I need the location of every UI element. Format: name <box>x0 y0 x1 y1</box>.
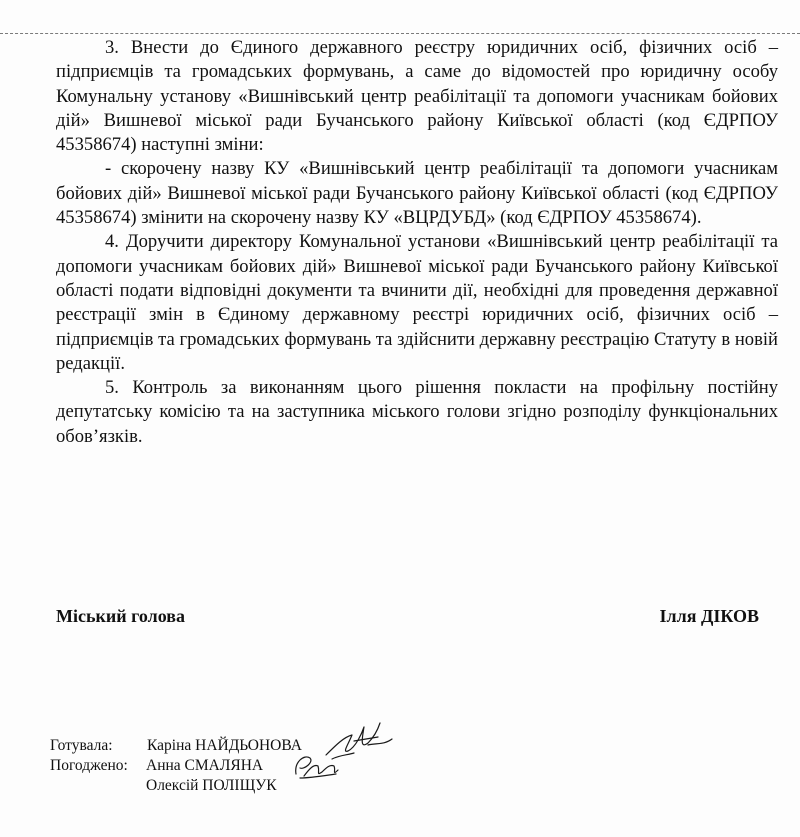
prepared-label: Готувала: <box>50 737 113 754</box>
top-dashed-rule <box>0 33 800 34</box>
paragraph-3-subitem: - скорочену назву КУ «Вишнівський центр реабілітації та допомоги учасникам бойових дій» Вишневої міської ради Бучанського району Київської області (код ЄДРПОУ 45358674) змінити на скорочену назву КУ «ВЦРДУБД» (код ЄДРПОУ 45358674). <box>56 158 778 229</box>
document-body <box>56 36 778 449</box>
paragraph-4: 4. Доручити директору Комунальної установи «Вишнівський центр реабілітації та допомоги учасникам бойових дій» Вишневої міської ради Бучанського району Київської області подати відповідні документи та вчинити дії, необхідні для проведення державної реєстрації змін в Єдиному державному реєстрі юридичних осіб, фізичних осіб – підприємців та громадських формувань та здійснити державну реєстрацію Статуту в новій редакції. <box>56 231 778 374</box>
agreed-name-1: Анна СМАЛЯНА <box>146 757 264 774</box>
agreed-label: Погоджено: <box>50 757 128 774</box>
prepared-row <box>50 736 302 756</box>
paragraph-5: 5. Контроль за виконанням цього рішення покласти на профільну постійну депутатську комісію та на заступника міського голови згідно розподілу функціональних обов’язків. <box>56 377 778 447</box>
paragraph-3: 3. Внести до Єдиного державного реєстру юридичних осіб, фізичних осіб – підприємців та громадських формувань, а саме до відомостей про юридичну особу Комунальну установу «Вишнівський центр реабілітації та допомоги учасникам бойових дій» Вишневої міської ради Бучанського району Київської області (код ЄДРПОУ 45358674) наступні зміни: <box>56 37 778 156</box>
approval-footer <box>50 736 302 796</box>
prepared-name: Каріна НАЙДЬОНОВА <box>147 737 302 754</box>
handwritten-signature-2 <box>290 748 342 784</box>
agreed-row-2 <box>50 776 302 796</box>
agreed-name-2: Олексій ПОЛІЩУК <box>146 777 277 794</box>
signatory-title: Міський голова <box>56 606 185 626</box>
agreed-row-1 <box>50 756 302 776</box>
signatory-name: Ілля ДІКОВ <box>659 606 759 626</box>
